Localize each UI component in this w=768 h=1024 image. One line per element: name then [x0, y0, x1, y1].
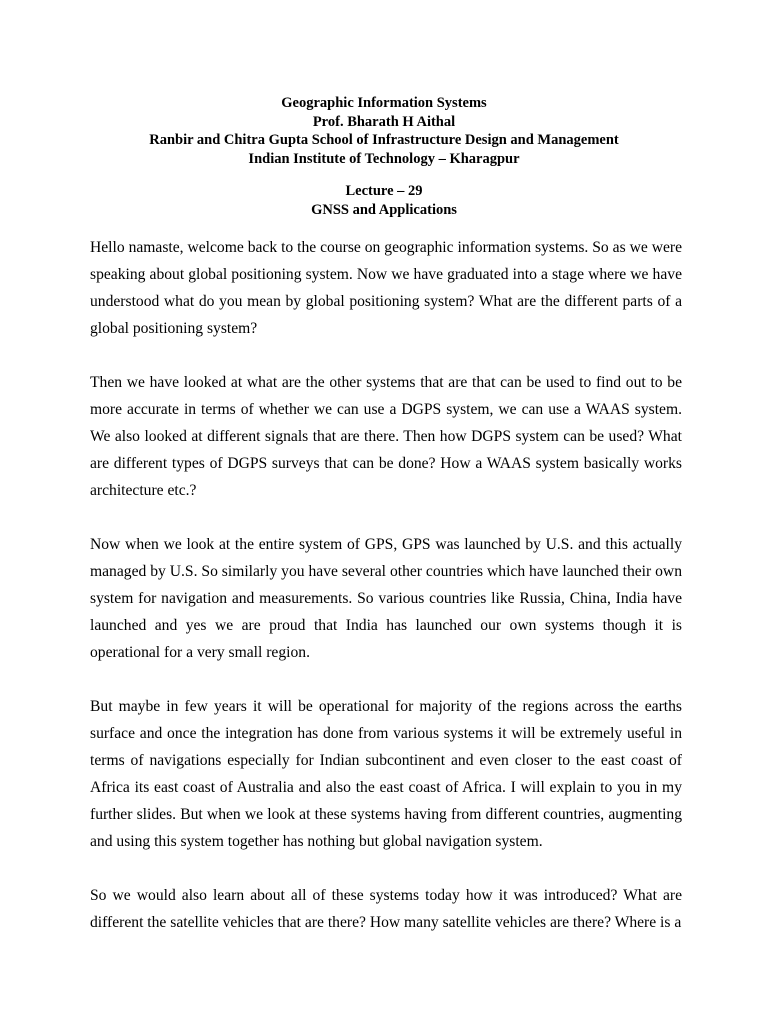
- paragraph: Now when we look at the entire system of GPS, GPS was launched by U.S. and this actually managed by U.S. So similarly you have several other countries which have launched their own system for navigation and measurements. So various countries like Russia, China, India have launched and yes we are proud that India has launched our own systems though it is operational for a very small region.: [90, 536, 682, 661]
- lecture-title: GNSS and Applications: [311, 201, 457, 218]
- paragraph: So we would also learn about all of these systems today how it was introduced? What are different the satellite vehicles that are there? How many satellite vehicles are there? Where is a: [90, 887, 682, 931]
- professor-name: Prof. Bharath H Aithal: [312, 113, 456, 130]
- course-title: Geographic Information Systems: [281, 95, 487, 111]
- paragraph: But maybe in few years it will be operational for majority of the regions across the earths surface and once the integration has done from various systems it will be extremely useful in terms of navigations especially for Indian subcontinent and even closer to the east coast of Africa its east coast of Australia and also the east coast of Africa. I will explain to you in my further slides. But when we look at these systems having from different countries, augmenting and using this system together has nothing but global navigation system.: [90, 698, 682, 850]
- paragraph: Then we have looked at what are the other systems that are that can be used to find out to be more accurate in terms of whether we can use a DGPS system, we can use a WAAS system. We also looked at different signals that are there. Then how DGPS system can be used? What are different types of DGPS surveys that can be done? How a WAAS system basically works architecture etc.?: [90, 374, 682, 499]
- lecture-number: Lecture – 29: [345, 183, 423, 199]
- document-header: [0, 94, 768, 168]
- institute-name: Indian Institute of Technology – Kharagpur: [248, 150, 520, 167]
- paragraph: Hello namaste, welcome back to the course on geographic information systems. So as we were speaking about global positioning system. Now we have graduated into a stage where we have understood what do you mean by global positioning system? What are the different parts of a global positioning system?: [90, 239, 682, 337]
- school-name: Ranbir and Chitra Gupta School of Infrastructure Design and Management: [149, 132, 619, 148]
- transcript-body: [90, 234, 682, 963]
- lecture-heading: [0, 182, 768, 219]
